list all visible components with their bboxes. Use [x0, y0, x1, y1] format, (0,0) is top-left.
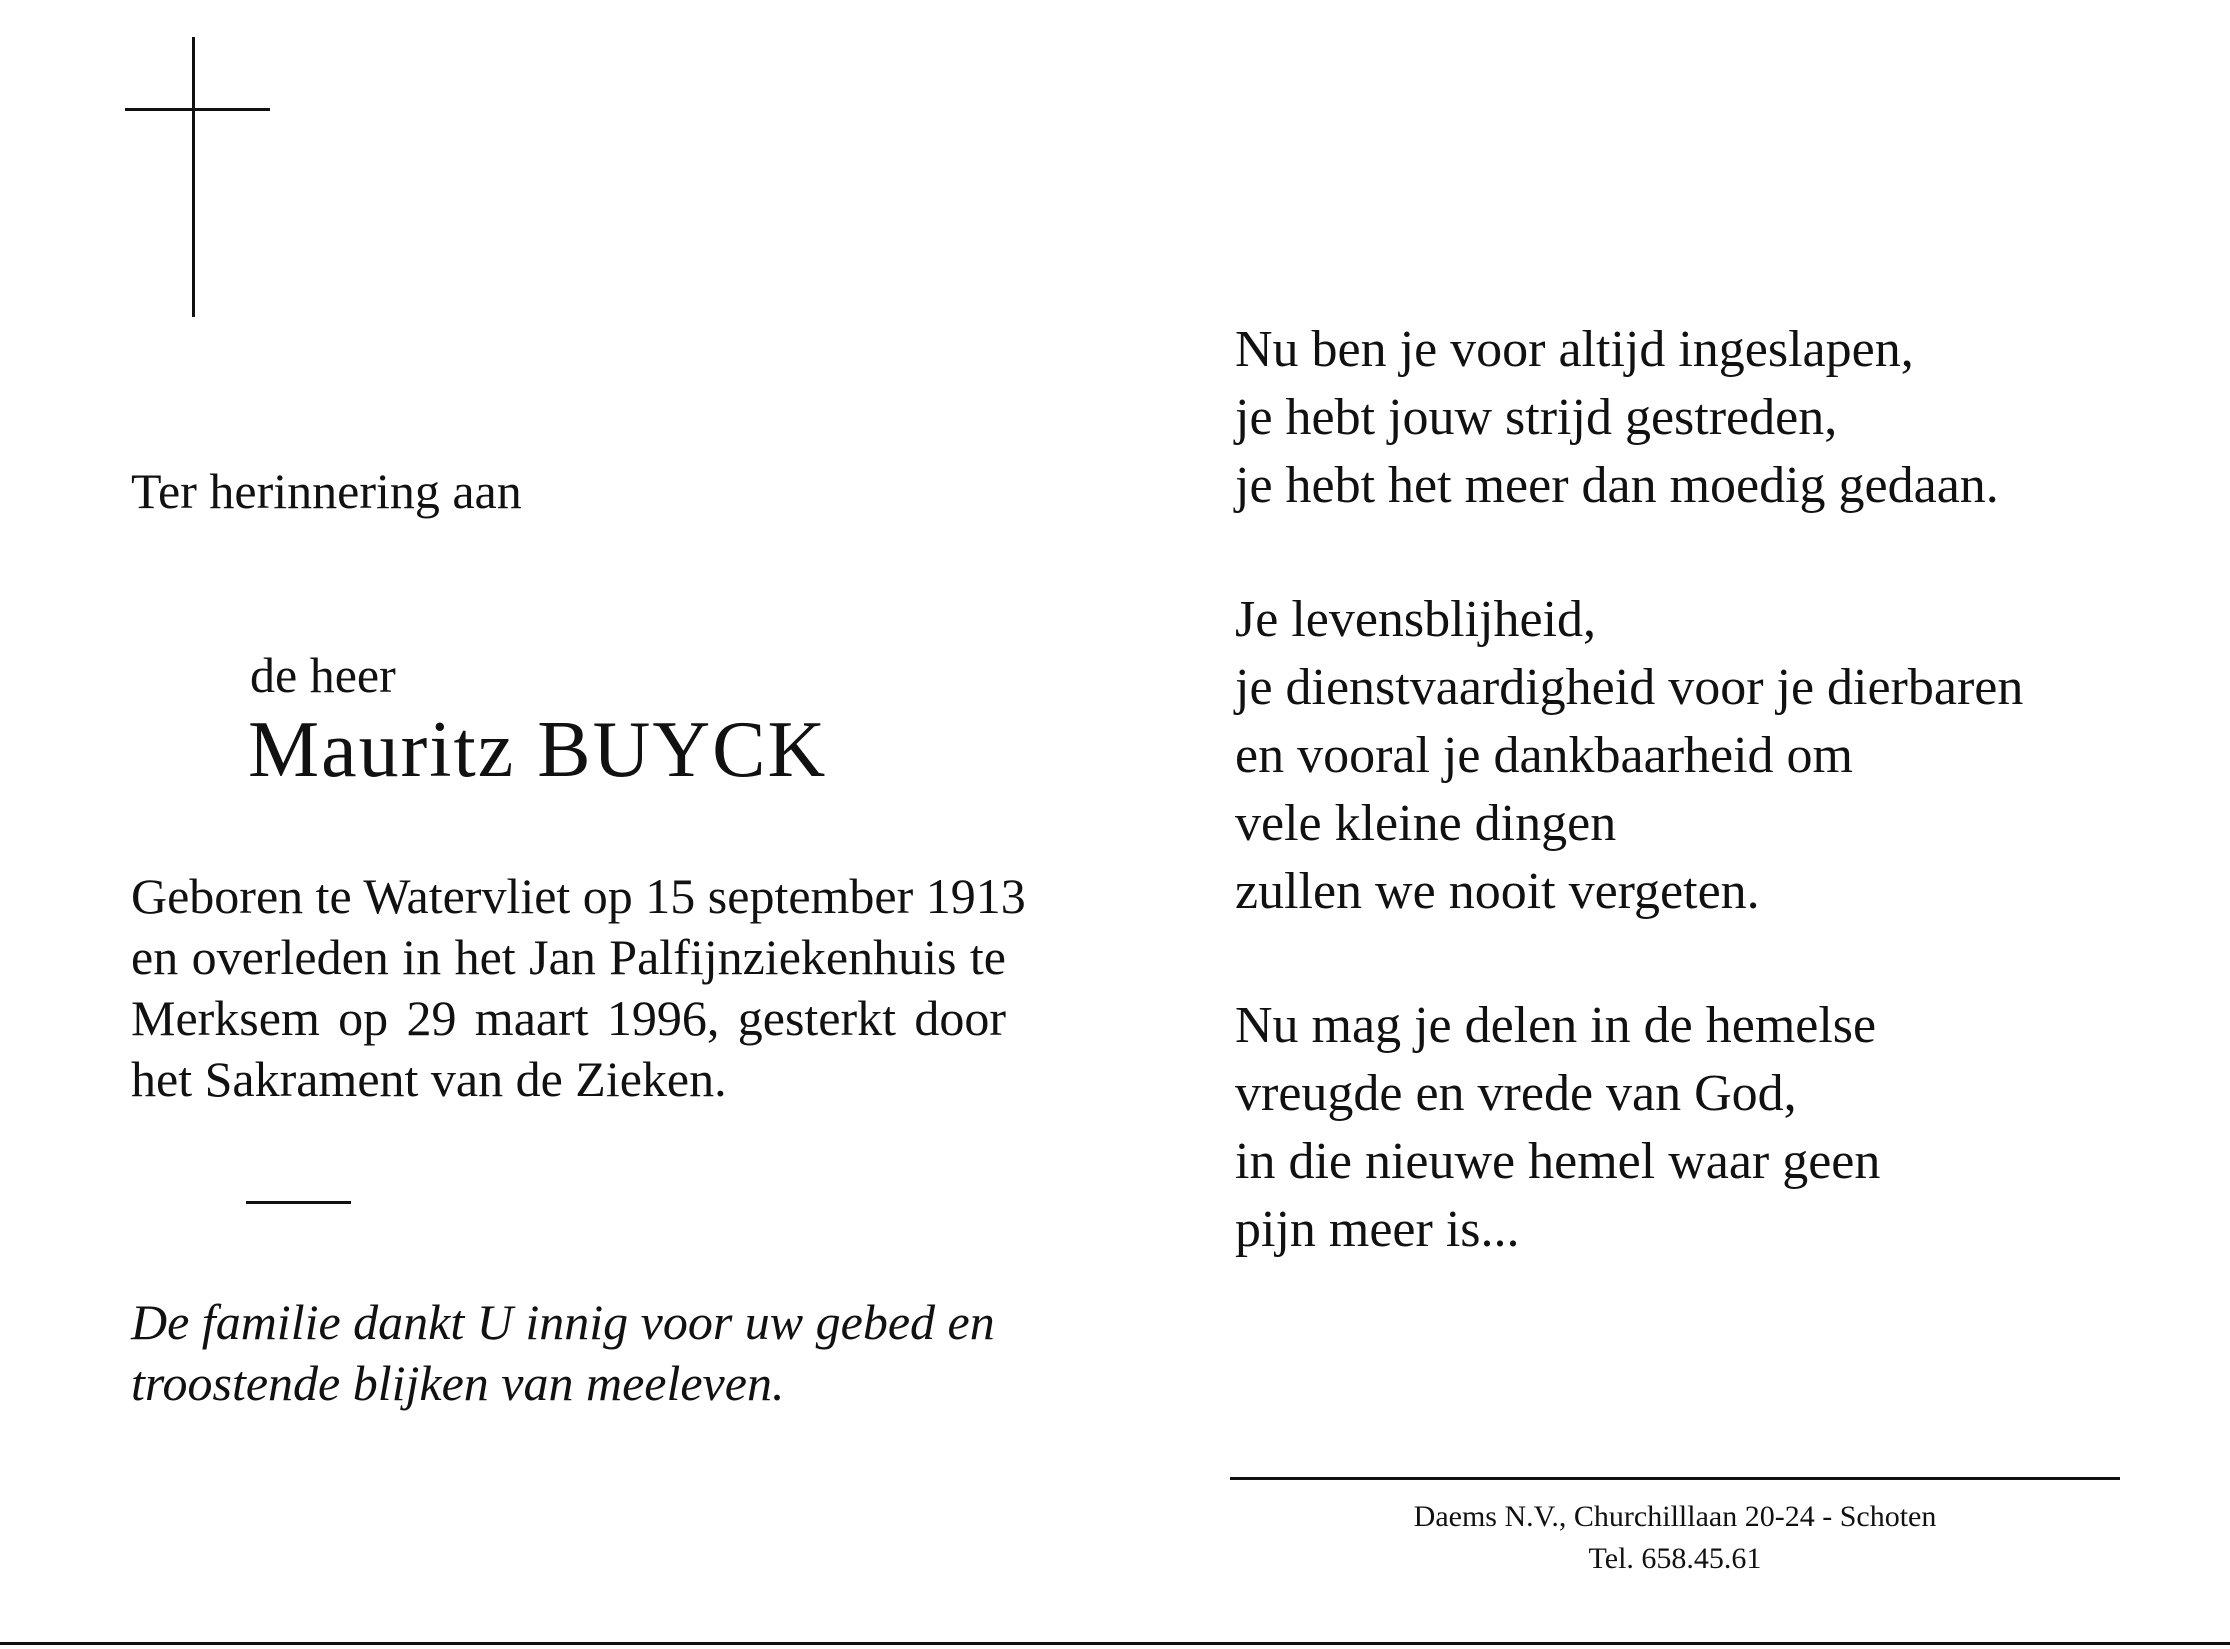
- poem-line: zullen we nooit vergeten.: [1235, 863, 1760, 920]
- poem-line: je hebt jouw strijd gestreden,: [1235, 389, 1838, 446]
- poem-stanza: [1235, 316, 2023, 520]
- poem-line: Nu mag je delen in de hemelse: [1235, 997, 1877, 1054]
- poem: [1235, 316, 2023, 1330]
- cross-icon-horizontal: [125, 108, 270, 111]
- poem-line: in die nieuwe hemel waar geen: [1235, 1133, 1881, 1190]
- separator-line: [246, 1201, 351, 1204]
- bio-line: Merksem op 29 maart 1996, gesterkt door: [131, 990, 1006, 1046]
- thanks-line: De familie dankt U innig voor uw gebed en: [131, 1294, 995, 1350]
- poem-line: vele kleine dingen: [1235, 795, 1617, 852]
- poem-line: pijn meer is...: [1235, 1201, 1520, 1258]
- poem-stanza: [1235, 586, 2023, 926]
- cross-icon-vertical: [192, 37, 195, 317]
- printer-phone: Tel. 658.45.61: [1588, 1542, 1762, 1575]
- thanks-line: troostende blijken van meeleven.: [131, 1355, 785, 1411]
- intro-text: Ter herinnering aan: [131, 463, 522, 519]
- deceased-name: Mauritz BUYCK: [248, 706, 828, 794]
- thanks-paragraph: [131, 1292, 995, 1414]
- poem-stanza: [1235, 992, 2023, 1264]
- printer-imprint: [1230, 1496, 2120, 1580]
- poem-line: en vooral je dankbaarheid om: [1235, 727, 1853, 784]
- poem-line: je dienstvaardigheid voor je dierbaren: [1235, 659, 2024, 716]
- bio-paragraph: [131, 866, 1026, 1110]
- poem-line: je hebt het meer dan moedig gedaan.: [1235, 457, 1999, 514]
- bio-line: het Sakrament van de Zieken.: [131, 1051, 727, 1107]
- bio-line: Geboren te Watervliet op 15 september 1913: [131, 868, 1026, 924]
- printer-rule: [1230, 1477, 2120, 1480]
- poem-line: vreugde en vrede van God,: [1235, 1065, 1797, 1122]
- bio-line: en overleden in het Jan Palfijnziekenhuis te: [131, 929, 1006, 985]
- bottom-border-line: [0, 1642, 2230, 1645]
- title-prefix: de heer: [250, 647, 396, 703]
- poem-line: Nu ben je voor altijd ingeslapen,: [1235, 321, 1914, 378]
- printer-address: Daems N.V., Churchilllaan 20-24 - Schoten: [1413, 1500, 1937, 1533]
- poem-line: Je levensblijheid,: [1235, 591, 1597, 648]
